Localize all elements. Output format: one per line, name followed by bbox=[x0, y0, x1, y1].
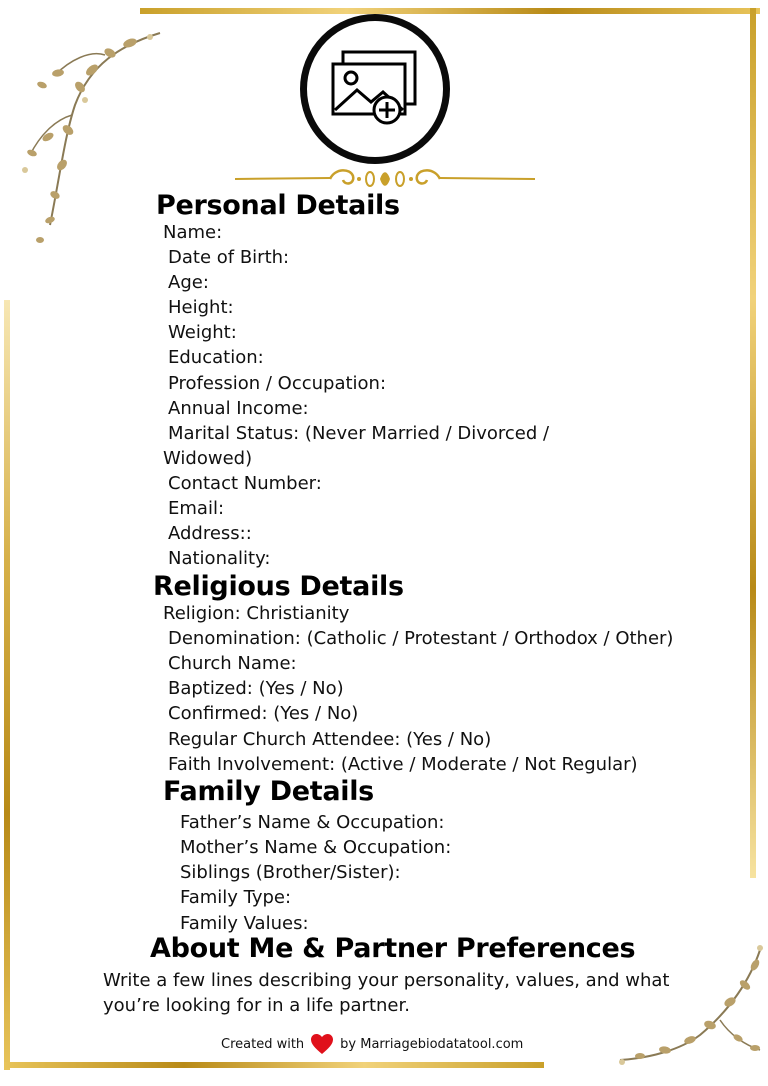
field-church-attendee: Regular Church Attendee: (Yes / No) bbox=[168, 729, 492, 750]
footer-prefix: Created with bbox=[221, 1036, 305, 1052]
field-name: Name: bbox=[163, 222, 223, 243]
field-nationality: Nationality: bbox=[168, 548, 271, 569]
field-siblings: Siblings (Brother/Sister): bbox=[180, 862, 401, 883]
photo-placeholder[interactable] bbox=[300, 14, 450, 164]
field-marital-status: Marital Status: (Never Married / Divorced / bbox=[168, 423, 550, 444]
field-annual-income: Annual Income: bbox=[168, 398, 309, 419]
field-baptized: Baptized: (Yes / No) bbox=[168, 678, 344, 699]
add-photo-icon bbox=[329, 48, 421, 130]
footer-link[interactable]: by Marriagebiodatatool.com bbox=[340, 1036, 524, 1052]
field-father: Father’s Name & Occupation: bbox=[180, 812, 445, 833]
field-height: Height: bbox=[168, 297, 234, 318]
family-details-heading: Family Details bbox=[163, 776, 374, 807]
about-heading: About Me & Partner Preferences bbox=[150, 933, 636, 964]
field-family-values: Family Values: bbox=[180, 913, 309, 934]
about-description: Write a few lines describing your personality, values, and what you’re looking for in a life partner. bbox=[103, 970, 670, 1016]
field-profession: Profession / Occupation: bbox=[168, 373, 387, 394]
gold-frame-top bbox=[140, 8, 760, 14]
gold-frame-right bbox=[750, 8, 756, 878]
floral-vine-top-left-icon bbox=[10, 25, 180, 255]
field-religion: Religion: Christianity bbox=[163, 603, 350, 624]
field-date-of-birth: Date of Birth: bbox=[168, 247, 290, 268]
field-faith-involvement: Faith Involvement: (Active / Moderate / Not Regular) bbox=[168, 754, 638, 775]
gold-frame-left bbox=[4, 300, 10, 1070]
field-marital-status-cont: Widowed) bbox=[163, 448, 253, 469]
gold-frame-bottom bbox=[4, 1062, 544, 1068]
field-weight: Weight: bbox=[168, 322, 237, 343]
personal-details-heading: Personal Details bbox=[156, 190, 400, 221]
religious-details-heading: Religious Details bbox=[153, 571, 404, 602]
field-mother: Mother’s Name & Occupation: bbox=[180, 837, 452, 858]
field-age: Age: bbox=[168, 272, 209, 293]
heart-icon bbox=[310, 1033, 334, 1055]
field-denomination: Denomination: (Catholic / Protestant / Orthodox / Other) bbox=[168, 628, 674, 649]
field-confirmed: Confirmed: (Yes / No) bbox=[168, 703, 359, 724]
field-education: Education: bbox=[168, 347, 264, 368]
field-contact-number: Contact Number: bbox=[168, 473, 322, 494]
field-email: Email: bbox=[168, 498, 225, 519]
footer-credit bbox=[221, 1033, 523, 1055]
floral-vine-bottom-right-icon bbox=[610, 940, 768, 1080]
field-family-type: Family Type: bbox=[180, 887, 292, 908]
field-address: Address:: bbox=[168, 523, 252, 544]
field-church-name: Church Name: bbox=[168, 653, 297, 674]
